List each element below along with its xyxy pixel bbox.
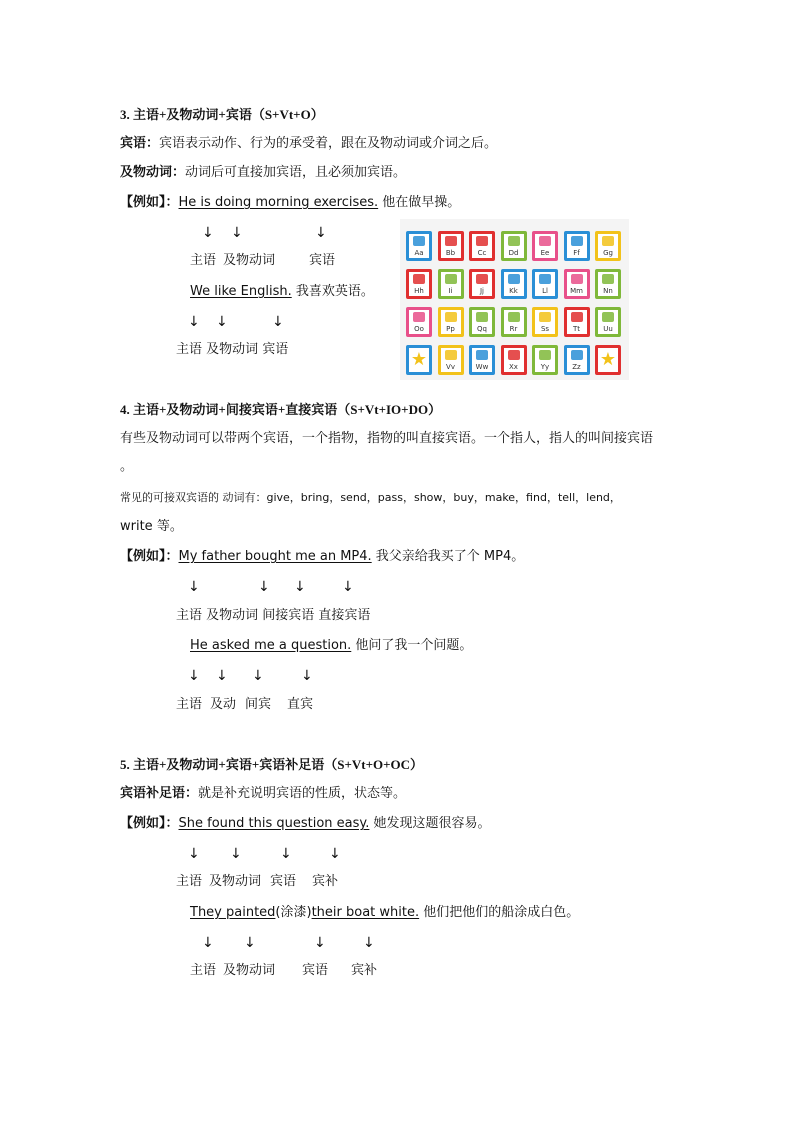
alphabet-card (564, 307, 590, 337)
arrow: ↓ (252, 668, 264, 684)
card-letter: Ll (542, 287, 548, 295)
arrow: ↓ (315, 225, 327, 241)
label-indirect-object: 间宾 (245, 697, 272, 712)
arrow: ↓ (188, 314, 200, 330)
arrow: ↓ (329, 846, 341, 862)
card-letter: Ff (573, 249, 580, 257)
example-label: 【例如】： (120, 816, 179, 831)
alphabet-card (406, 231, 432, 261)
label-object: 宾语 (309, 253, 336, 268)
label-subject: 主语 (190, 963, 217, 978)
section-4-text-3: write 等。 (120, 519, 183, 534)
definition-object-text: 宾语表示动作、行为的承受着，跟在及物动词或介词之后。 (159, 136, 498, 151)
alphabet-card (469, 345, 495, 375)
card-picture (476, 274, 488, 284)
section-3-example-2 (190, 283, 374, 301)
card-picture (445, 350, 457, 360)
alphabet-card (595, 307, 621, 337)
section-5-definition (120, 785, 406, 803)
term-transitive-verb: 及物动词： (120, 165, 186, 180)
section-3-definition-object (120, 135, 497, 153)
label-subject: 主语 (190, 253, 217, 268)
arrow: ↓ (216, 314, 228, 330)
card-letter: Pp (446, 325, 455, 333)
card-picture (571, 312, 583, 322)
card-letter: Zz (572, 363, 581, 371)
card-picture (539, 312, 551, 322)
card-picture (539, 350, 551, 360)
arrow: ↓ (188, 668, 200, 684)
card-picture (413, 274, 425, 284)
card-letter: Hh (414, 287, 424, 295)
alphabet-card (469, 269, 495, 299)
card-picture (539, 236, 551, 246)
example-gloss: (涂漆) (275, 905, 312, 920)
section-4-example-2 (190, 637, 472, 655)
card-picture (476, 312, 488, 322)
alphabet-card (564, 345, 590, 375)
arrow: ↓ (230, 846, 242, 862)
card-letter: Kk (509, 287, 518, 295)
card-letter: Jj (479, 287, 484, 295)
example-sentence-en: My father bought me an MP4. (178, 549, 372, 564)
alphabet-card (532, 307, 558, 337)
arrow: ↓ (202, 225, 214, 241)
card-picture (602, 312, 614, 322)
alphabet-card (501, 269, 527, 299)
card-picture (602, 274, 614, 284)
arrow: ↓ (363, 935, 375, 951)
card-picture (571, 350, 583, 360)
alphabet-card (595, 269, 621, 299)
card-letter: Rr (509, 325, 518, 333)
alphabet-card (469, 307, 495, 337)
card-letter: Yy (540, 363, 550, 371)
term-object: 宾语： (120, 136, 160, 151)
alphabet-card (564, 231, 590, 261)
label-transitive-verb: 及动 (210, 697, 237, 712)
section-4-text-1-end: 。 (120, 459, 134, 474)
section-3-definition-vt (120, 164, 406, 182)
arrow: ↓ (301, 668, 313, 684)
card-picture (602, 236, 614, 246)
example-sentence-cn: 他们把他们的船涂成白色。 (419, 905, 580, 920)
card-picture (571, 236, 583, 246)
alphabet-card (501, 231, 527, 261)
labels-row: 主语 及物动词 间接宾语 直接宾语 (176, 608, 371, 623)
label-subject: 主语 (176, 697, 203, 712)
card-letter: Oo (414, 325, 424, 333)
card-picture (571, 274, 583, 284)
card-letter: Uu (603, 325, 613, 333)
label-object: 宾语 (270, 874, 297, 889)
example-sentence-cn: 我喜欢英语。 (291, 284, 374, 299)
arrow: ↓ (314, 935, 326, 951)
alphabet-cards-image (400, 219, 629, 380)
arrow: ↓ (188, 846, 200, 862)
label-direct-object: 直宾 (287, 697, 314, 712)
example-label: 【例如】： (120, 195, 179, 210)
card-letter: Bb (445, 249, 456, 257)
alphabet-card (406, 307, 432, 337)
arrow: ↓ (188, 579, 200, 595)
term-object-complement: 宾语补足语： (120, 786, 199, 801)
card-letter: Dd (508, 249, 519, 257)
card-letter: Ww (475, 363, 489, 371)
card-letter: Tt (572, 325, 581, 333)
card-letter: Qq (477, 325, 487, 333)
example-sentence-cn: 我父亲给我买了个 MP4。 (371, 549, 525, 564)
card-letter: Ss (540, 325, 550, 333)
card-picture (413, 312, 425, 322)
card-letter: Vv (446, 363, 455, 371)
alphabet-card (469, 231, 495, 261)
alphabet-card (438, 345, 464, 375)
section-4-example-1 (120, 548, 524, 566)
arrow: ↓ (258, 579, 270, 595)
card-picture (413, 236, 425, 246)
section-4-text-2: 常见的可接双宾语的 动词有：give，bring，send，pass，show，buy，make，find，tell，lend， (120, 491, 621, 504)
alphabet-card (532, 345, 558, 375)
card-picture (445, 274, 457, 284)
labels-row: 主语 及物动词 宾语 (176, 342, 289, 357)
example-sentence-cn: 他在做早操。 (378, 195, 461, 210)
card-picture (508, 236, 520, 246)
star-icon: ★ (599, 349, 617, 370)
card-letter: Mm (570, 287, 583, 295)
alphabet-card (595, 345, 621, 375)
example-label: 【例如】： (120, 549, 179, 564)
alphabet-card (438, 231, 464, 261)
card-picture (445, 312, 457, 322)
card-letter: Nn (603, 287, 613, 295)
section-4-heading: 4. 主语+及物动词+间接宾语+直接宾语（S+Vt+IO+DO） (120, 402, 442, 417)
example-sentence-en: We like English. (190, 284, 292, 299)
example-sentence-en-a: They painted (190, 905, 276, 920)
card-picture (476, 350, 488, 360)
section-5-heading: 5. 主语+及物动词+宾语+宾语补足语（S+Vt+O+OC） (120, 757, 424, 772)
alphabet-card (438, 269, 464, 299)
arrow: ↓ (216, 668, 228, 684)
arrow: ↓ (294, 579, 306, 595)
arrow: ↓ (202, 935, 214, 951)
example-sentence-cn: 他问了我一个问题。 (351, 638, 473, 653)
card-letter: Aa (414, 249, 424, 257)
alphabet-card (438, 307, 464, 337)
section-3-heading: 3. 主语+及物动词+宾语（S+Vt+O） (120, 107, 324, 122)
arrow: ↓ (342, 579, 354, 595)
alphabet-card (406, 269, 432, 299)
section-4-text-1: 有些及物动词可以带两个宾语，一个指物，指物的叫直接宾语。一个指人，指人的叫间接宾语 (120, 431, 654, 446)
card-picture (445, 236, 457, 246)
alphabet-card (406, 345, 432, 375)
alphabet-card (532, 269, 558, 299)
card-letter: Ee (540, 249, 550, 257)
arrow: ↓ (280, 846, 292, 862)
alphabet-card (532, 231, 558, 261)
card-letter: Ii (448, 287, 453, 295)
example-sentence-en: He asked me a question. (190, 638, 352, 653)
arrow: ↓ (244, 935, 256, 951)
label-transitive-verb: 及物动词 (223, 253, 276, 268)
example-sentence-en-c: their boat white. (311, 905, 420, 920)
section-5-example-1 (120, 815, 491, 833)
section-5-example-2 (190, 904, 579, 922)
star-icon: ★ (410, 349, 428, 370)
card-picture (508, 350, 520, 360)
label-transitive-verb: 及物动词 (223, 963, 276, 978)
example-sentence-en: He is doing morning exercises. (178, 195, 379, 210)
label-object-complement: 宾补 (351, 963, 378, 978)
alphabet-card (501, 345, 527, 375)
card-picture (508, 274, 520, 284)
card-letter: Cc (477, 249, 487, 257)
alphabet-card (595, 231, 621, 261)
alphabet-card (501, 307, 527, 337)
label-object: 宾语 (302, 963, 329, 978)
section-3-example-1 (120, 194, 460, 212)
alphabet-card (564, 269, 590, 299)
definition-vt-text: 动词后可直接加宾语，且必须加宾语。 (185, 165, 407, 180)
example-sentence-en: She found this question easy. (178, 816, 370, 831)
card-picture (508, 312, 520, 322)
card-picture (539, 274, 551, 284)
card-picture (476, 236, 488, 246)
arrow: ↓ (231, 225, 243, 241)
label-transitive-verb: 及物动词 (209, 874, 262, 889)
label-subject: 主语 (176, 874, 203, 889)
label-object-complement: 宾补 (312, 874, 339, 889)
card-letter: Xx (509, 363, 518, 371)
definition-oc-text: 就是补充说明宾语的性质，状态等。 (198, 786, 407, 801)
card-letter: Gg (603, 249, 613, 257)
example-sentence-cn: 她发现这题很容易。 (369, 816, 491, 831)
arrow: ↓ (272, 314, 284, 330)
